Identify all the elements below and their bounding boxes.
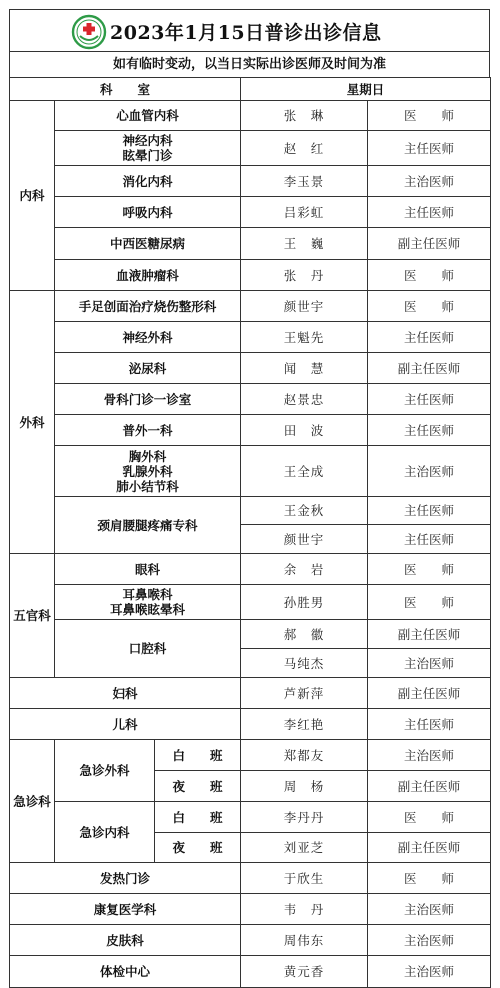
rank-cell: 医 师 xyxy=(368,101,491,131)
table-row xyxy=(10,894,491,925)
doctor-cell: 李玉景 xyxy=(241,166,368,197)
rank-cell: 主任医师 xyxy=(368,525,491,554)
sub-dept-cell: 普外一科 xyxy=(55,415,241,446)
doctor-cell: 张 琳 xyxy=(241,101,368,131)
table-row xyxy=(10,260,491,291)
doctor-cell: 芦新萍 xyxy=(241,678,368,709)
dept-cell: 五官科 xyxy=(10,554,55,678)
rank-cell: 医 师 xyxy=(368,863,491,894)
sub-dept-line: 耳鼻喉科 xyxy=(122,587,173,602)
shift-cell: 夜 班 xyxy=(155,833,241,863)
doctor-cell: 郑都友 xyxy=(241,740,368,771)
sub-dept-cell xyxy=(55,131,241,166)
table-row xyxy=(10,101,491,131)
table-row xyxy=(10,446,491,497)
rank-cell: 主任医师 xyxy=(368,197,491,228)
sub-dept-cell: 皮肤科 xyxy=(10,925,241,956)
doctor-cell: 刘亚芝 xyxy=(241,833,368,863)
rank-cell: 副主任医师 xyxy=(368,678,491,709)
doctor-cell: 吕彩虹 xyxy=(241,197,368,228)
sub-dept-cell: 颈肩腰腿疼痛专科 xyxy=(55,497,241,554)
dept-cell: 内科 xyxy=(10,101,55,291)
table-row xyxy=(10,353,491,384)
sub-dept-line: 肺小结节科 xyxy=(116,478,179,494)
sub-dept-cell: 神经外科 xyxy=(55,322,241,353)
table-row xyxy=(10,384,491,415)
table-row xyxy=(10,740,491,771)
sub-dept-line: 耳鼻喉眩晕科 xyxy=(110,602,186,617)
doctor-cell: 王魁先 xyxy=(241,322,368,353)
rank-cell: 医 师 xyxy=(368,585,491,620)
table-row xyxy=(10,497,491,525)
table-row xyxy=(10,131,491,166)
rank-cell: 主治医师 xyxy=(368,740,491,771)
rank-cell: 医 师 xyxy=(368,802,491,833)
rank-cell: 医 师 xyxy=(368,260,491,291)
sub-dept-cell: 发热门诊 xyxy=(10,863,241,894)
doctor-cell: 周伟东 xyxy=(241,925,368,956)
doctor-cell: 赵景忠 xyxy=(241,384,368,415)
sub-dept-cell xyxy=(55,446,241,497)
rank-cell: 医 师 xyxy=(368,554,491,585)
header-section: 科 室 xyxy=(10,78,241,101)
doctor-cell: 郝 徽 xyxy=(241,620,368,649)
sub-dept-cell: 体检中心 xyxy=(10,956,241,988)
doctor-cell: 颜世宇 xyxy=(241,291,368,322)
page-title: 2023年1月15日普诊出诊信息 xyxy=(110,22,382,44)
sub-dept-cell xyxy=(55,585,241,620)
rank-cell: 主任医师 xyxy=(368,322,491,353)
sub-dept-cell: 急诊外科 xyxy=(55,740,155,802)
rank-cell: 副主任医师 xyxy=(368,353,491,384)
table-row xyxy=(10,802,491,833)
doctor-cell: 田 波 xyxy=(241,415,368,446)
table-row xyxy=(10,166,491,197)
doctor-cell: 于欣生 xyxy=(241,863,368,894)
rank-cell: 主治医师 xyxy=(368,166,491,197)
doctor-cell: 韦 丹 xyxy=(241,894,368,925)
doctor-cell: 张 丹 xyxy=(241,260,368,291)
table-row xyxy=(10,709,491,740)
title-bar xyxy=(9,9,490,51)
doctor-cell: 赵 红 xyxy=(241,131,368,166)
sub-dept-cell: 急诊内科 xyxy=(55,802,155,863)
table-row xyxy=(10,291,491,322)
hospital-logo-icon xyxy=(71,14,107,50)
header-day: 星期日 xyxy=(241,78,491,101)
rank-cell: 主任医师 xyxy=(368,415,491,446)
doctor-cell: 王金秋 xyxy=(241,497,368,525)
rank-cell: 副主任医师 xyxy=(368,833,491,863)
shift-cell: 夜 班 xyxy=(155,771,241,802)
rank-cell: 副主任医师 xyxy=(368,771,491,802)
doctor-cell: 李丹丹 xyxy=(241,802,368,833)
table-row xyxy=(10,585,491,620)
doctor-cell: 孙胜男 xyxy=(241,585,368,620)
sub-dept-cell: 中西医糖尿病 xyxy=(55,228,241,260)
sub-dept-line: 胸外科 xyxy=(128,448,167,464)
table-row xyxy=(10,554,491,585)
table-row xyxy=(10,197,491,228)
schedule-table xyxy=(9,77,491,988)
doctor-cell: 王 巍 xyxy=(241,228,368,260)
rank-cell: 副主任医师 xyxy=(368,620,491,649)
rank-cell: 主治医师 xyxy=(368,649,491,678)
dept-cell: 外科 xyxy=(10,291,55,554)
rank-cell: 主任医师 xyxy=(368,709,491,740)
rank-cell: 主治医师 xyxy=(368,446,491,497)
shift-cell: 白 班 xyxy=(155,740,241,771)
rank-cell: 主任医师 xyxy=(368,131,491,166)
shift-cell: 白 班 xyxy=(155,802,241,833)
doctor-cell: 李红艳 xyxy=(241,709,368,740)
rank-cell: 医 师 xyxy=(368,291,491,322)
rank-cell: 副主任医师 xyxy=(368,228,491,260)
sub-dept-cell: 手足创面治疗烧伤整形科 xyxy=(55,291,241,322)
sub-dept-line: 乳腺外科 xyxy=(122,463,173,479)
schedule-page xyxy=(9,9,490,988)
sub-dept-cell: 骨科门诊一诊室 xyxy=(55,384,241,415)
rank-cell: 主治医师 xyxy=(368,925,491,956)
sub-dept-cell: 口腔科 xyxy=(55,620,241,678)
dept-cell: 急诊科 xyxy=(10,740,55,863)
table-row xyxy=(10,956,491,988)
doctor-cell: 马纯杰 xyxy=(241,649,368,678)
table-row xyxy=(10,925,491,956)
rank-cell: 主任医师 xyxy=(368,384,491,415)
sub-dept-cell: 呼吸内科 xyxy=(55,197,241,228)
sub-dept-cell: 泌尿科 xyxy=(55,353,241,384)
sub-dept-cell: 眼科 xyxy=(55,554,241,585)
table-row xyxy=(10,620,491,649)
notice-text: 如有临时变动，以当日实际出诊医师及时间为准 xyxy=(9,51,490,77)
sub-dept-line: 神经内科 xyxy=(122,133,173,148)
table-row xyxy=(10,678,491,709)
doctor-cell: 余 岩 xyxy=(241,554,368,585)
table-row xyxy=(10,228,491,260)
sub-dept-line: 眩晕门诊 xyxy=(122,148,173,163)
table-row xyxy=(10,863,491,894)
table-row xyxy=(10,322,491,353)
sub-dept-cell: 康复医学科 xyxy=(10,894,241,925)
table-header-row xyxy=(10,78,491,101)
doctor-cell: 颜世宇 xyxy=(241,525,368,554)
sub-dept-cell: 消化内科 xyxy=(55,166,241,197)
doctor-cell: 王全成 xyxy=(241,446,368,497)
sub-dept-cell: 妇科 xyxy=(10,678,241,709)
rank-cell: 主任医师 xyxy=(368,497,491,525)
sub-dept-cell: 心血管内科 xyxy=(55,101,241,131)
sub-dept-cell: 儿科 xyxy=(10,709,241,740)
doctor-cell: 黄元香 xyxy=(241,956,368,988)
doctor-cell: 周 杨 xyxy=(241,771,368,802)
rank-cell: 主治医师 xyxy=(368,956,491,988)
rank-cell: 主治医师 xyxy=(368,894,491,925)
doctor-cell: 闻 慧 xyxy=(241,353,368,384)
table-row xyxy=(10,415,491,446)
sub-dept-cell: 血液肿瘤科 xyxy=(55,260,241,291)
